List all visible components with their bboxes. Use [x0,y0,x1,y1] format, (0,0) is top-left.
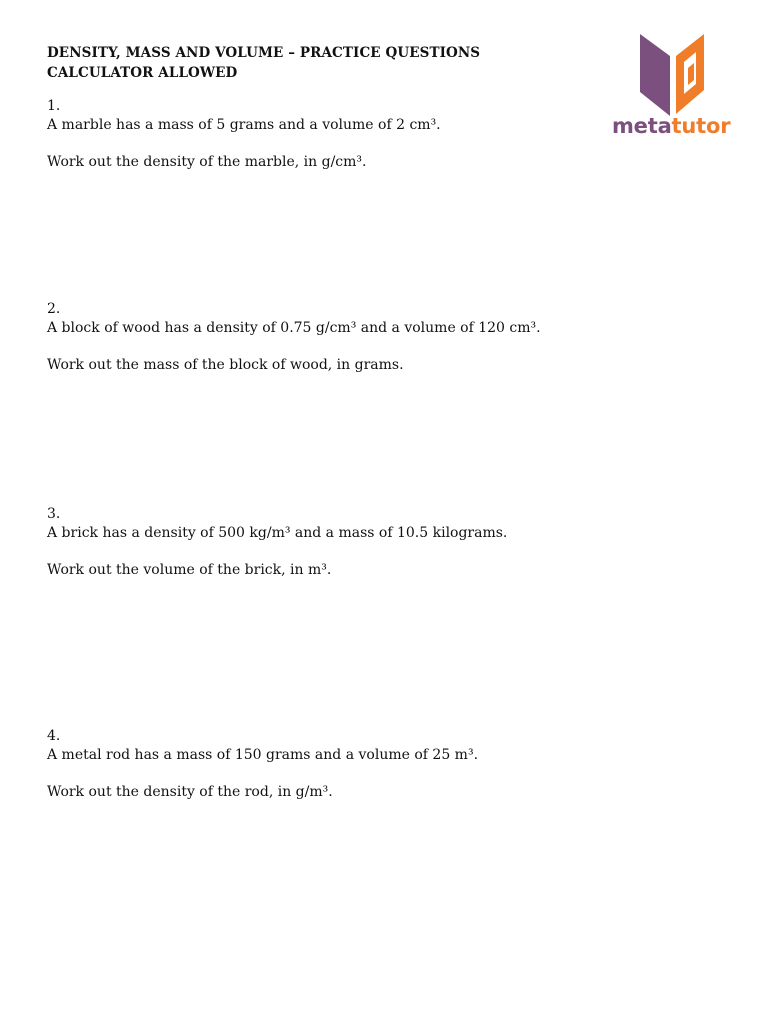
question-task: Work out the density of the marble, in g/cm³. [47,154,367,170]
worksheet-heading [47,43,480,83]
question-statement: A brick has a density of 500 kg/m³ and a mass of 10.5 kilograms. [47,525,508,541]
question-statement: A block of wood has a density of 0.75 g/cm³ and a volume of 120 cm³. [47,320,541,336]
worksheet-title: DENSITY, MASS AND VOLUME – PRACTICE QUESTIONS [47,45,481,61]
question-statement: A metal rod has a mass of 150 grams and a volume of 25 m³. [47,747,479,763]
question-task: Work out the mass of the block of wood, in grams. [47,357,404,373]
question-1 [47,97,441,172]
logo-shield-icon [636,32,708,116]
question-3 [47,505,507,580]
logo-wordmark-meta: meta [612,114,672,138]
logo-wordmark [612,114,730,138]
question-number: 3. [47,506,61,522]
question-statement: A marble has a mass of 5 grams and a volume of 2 cm³. [47,117,441,133]
metatutor-logo [612,32,736,142]
worksheet-subtitle: CALCULATOR ALLOWED [47,65,238,81]
question-task: Work out the volume of the brick, in m³. [47,562,332,578]
question-number: 2. [47,301,61,317]
question-task: Work out the density of the rod, in g/m³. [47,784,333,800]
logo-wordmark-tutor: tutor [671,114,731,138]
question-4 [47,727,478,802]
question-2 [47,300,541,375]
question-number: 1. [47,98,61,114]
question-number: 4. [47,728,61,744]
